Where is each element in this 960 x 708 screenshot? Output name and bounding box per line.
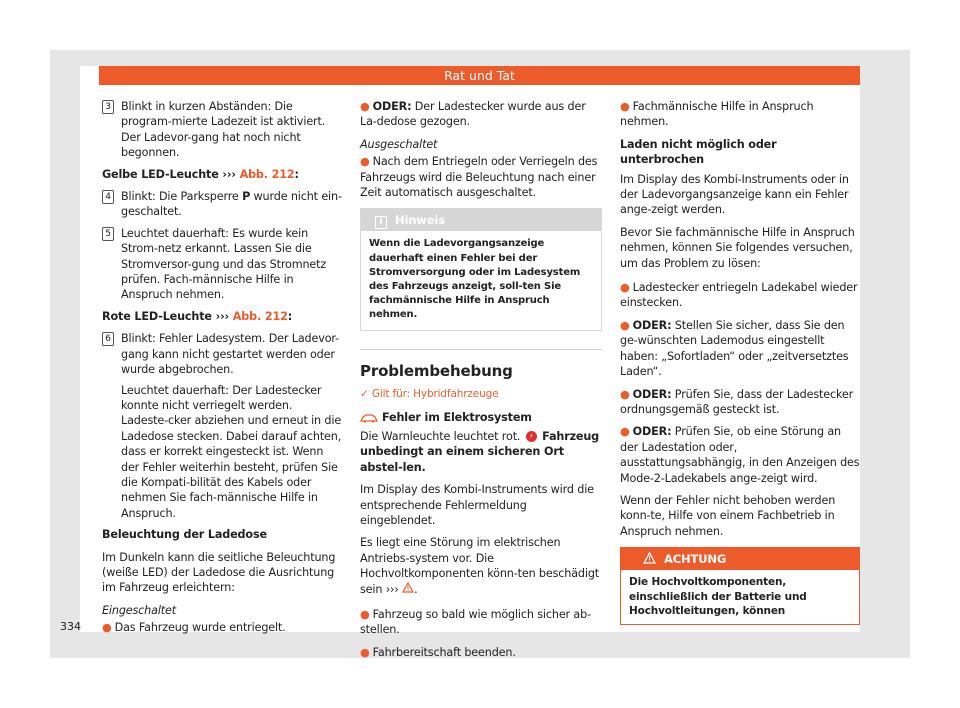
- bullet-text: Ladestecker entriegeln Ladekabel wieder einstecken.: [620, 281, 858, 310]
- item-text: Blinkt in kurzen Abständen: Die program-mierte Ladezeit ist aktiviert. Der Ladevor-gang hat noch nicht begonnen.: [121, 100, 326, 160]
- oder-label: ODER:: [632, 318, 672, 332]
- bullet-icon: ●: [102, 621, 112, 635]
- column-3: [620, 99, 860, 625]
- bullet-item: [360, 645, 602, 660]
- column-1: [102, 99, 342, 643]
- item-number: 6: [102, 332, 114, 346]
- paragraph: [360, 429, 602, 475]
- heading-text: Gelbe LED-Leuchte: [102, 167, 219, 181]
- oder-label: ODER:: [632, 387, 672, 401]
- paragraph: Im Display des Kombi-Instruments wird die entsprechende Fehlermeldung eingeblendet.: [360, 483, 594, 527]
- bullet-item: [620, 387, 860, 418]
- paragraph-bold: Fahrzeug unbedingt an einem sicheren Ort abstel-len.: [360, 429, 600, 474]
- hinweis-header: [361, 209, 601, 231]
- achtung-header: [621, 548, 859, 570]
- paragraph: Im Dunkeln kann die seitliche Beleuchtung (weiße LED) der Ladedose die Ausrichtung im Fahrzeug erleichtern:: [102, 550, 336, 595]
- bullet-text: Fahrzeug so bald wie möglich sicher ab-stellen.: [360, 607, 591, 637]
- page-header: Rat und Tat: [99, 66, 860, 85]
- bullet-item: [620, 99, 860, 130]
- bullet-icon: ●: [620, 281, 630, 295]
- list-item: [102, 99, 342, 161]
- bullet-text: Stellen Sie sicher, dass Sie den ge-wünschten Lademodus eingestellt haben: „Sofortladen“ oder „zeitversetztes Laden“.: [620, 318, 849, 379]
- bullet-icon: ●: [360, 155, 370, 169]
- paragraph: Es liegt eine Störung im elektrischen Antriebs-system vor. Die Hochvoltkomponenten könn-ten beschädigt sein ››› .: [360, 536, 600, 596]
- hinweis-text: Wenn die Ladevorgangsanzeige dauerhaft einen Fehler bei der Stromversorgung oder im Ladesystem des Fahrzeugs anzeigt, soll-ten Sie fachmännische Hilfe in Anspruch nehmen.: [369, 238, 581, 321]
- paragraph-text: Die Warnleuchte leuchtet rot.: [360, 429, 521, 443]
- ref-arrows: ›››: [215, 309, 229, 323]
- ref-arrows: ›››: [222, 167, 236, 181]
- section-heading: Beleuchtung der Ladedose: [102, 528, 267, 542]
- achtung-text: Die Hochvoltkomponenten, einschließlich der Batterie und Hochvoltleitungen, können: [629, 576, 807, 618]
- hinweis-box: [360, 208, 602, 330]
- paragraph: Bevor Sie fachmännische Hilfe in Anspruch nehmen, können Sie folgendes versuchen, um das Problem zu lösen:: [620, 225, 855, 270]
- divider: [360, 349, 602, 350]
- item-number: 4: [102, 190, 114, 204]
- subheading: Eingeschaltet: [102, 603, 176, 617]
- heading-text: Fehler im Elektrosystem: [382, 411, 532, 425]
- section-title: Problembehebung: [360, 361, 513, 380]
- list-item: [102, 189, 342, 220]
- item-text-bold: P: [242, 190, 251, 204]
- item-text: wurde nicht ein-geschaltet.: [121, 190, 342, 219]
- heading-text: Rote LED-Leuchte: [102, 309, 212, 323]
- bullet-text: Fahrbereitschaft beenden.: [372, 645, 516, 659]
- page-number: 334: [60, 620, 81, 633]
- bullet-icon: ●: [620, 425, 630, 439]
- bullet-icon: ●: [360, 100, 370, 113]
- item-number: 5: [102, 227, 114, 241]
- bullet-text: Der Ladestecker wurde aus der La-dedose gezogen.: [360, 100, 586, 129]
- bullet-item: [620, 280, 860, 311]
- section-heading: Gelbe LED-Leuchte ››› Abb. 212:: [102, 167, 299, 181]
- paragraph-text: Es liegt eine Störung im elektrischen Antriebs-system vor. Die Hochvoltkomponenten könn-ten beschädigt sein: [360, 536, 600, 596]
- applies-to-text: Gilt für: Hybridfahrzeuge: [371, 388, 499, 401]
- bullet-icon: ●: [620, 100, 630, 113]
- item-number: 3: [102, 100, 114, 114]
- bullet-text: Prüfen Sie, dass der Ladestecker ordnungsgemäß gesteckt ist.: [620, 387, 854, 416]
- item-text: Leuchtet dauerhaft: Der Ladestecker konnte nicht verriegelt werden. Ladeste-cker abziehen und erneut in die Ladedose stecken. Dabei darauf achten, dass er korrekt eingesteckt ist. Wenn der Fehler weiterhin besteht, prüfen Sie die Kompati-bilität des Kabels oder nehmen Sie fach-männische Hilfe in Anspruch.: [121, 383, 342, 520]
- section-heading: Laden nicht möglich oder unterbrochen: [620, 137, 777, 167]
- achtung-title: ACHTUNG: [664, 552, 727, 567]
- bullet-item: [620, 424, 860, 486]
- bullet-item: [620, 318, 860, 380]
- bullet-item: [360, 154, 602, 200]
- bullet-icon: ●: [360, 607, 370, 621]
- check-icon: ✓: [360, 388, 369, 401]
- list-item: [102, 331, 342, 521]
- warning-triangle-icon: [643, 552, 656, 564]
- section-heading: Rote LED-Leuchte ››› Abb. 212:: [102, 309, 293, 323]
- subheading: Ausgeschaltet: [360, 137, 438, 151]
- figure-link[interactable]: Abb. 212: [239, 167, 295, 181]
- applies-to: [360, 387, 602, 402]
- column-2: [360, 99, 602, 667]
- bullet-item: [102, 620, 342, 635]
- oder-label: ODER:: [632, 425, 672, 439]
- bullet-item: [360, 99, 602, 130]
- paragraph: Wenn der Fehler nicht behoben werden konn-te, Hilfe von einem Fachbetrieb in Anspruch nehmen.: [620, 493, 836, 538]
- hinweis-title: Hinweis: [395, 213, 445, 228]
- oder-label: ODER:: [372, 100, 412, 113]
- bullet-text: Nach dem Entriegeln oder Verriegeln des Fahrzeugs wird die Beleuchtung nach einer Zeit automatisch ausgeschaltet.: [360, 155, 598, 200]
- item-text: Blinkt: Fehler Ladesystem. Der Ladevor-gang kann nicht gestartet werden oder wurde abgebrochen.: [121, 332, 340, 377]
- bullet-item: [360, 607, 602, 638]
- bullet-icon: ●: [620, 318, 630, 332]
- achtung-box: [620, 547, 860, 625]
- bullet-icon: ●: [620, 387, 630, 401]
- bullet-text: Das Fahrzeug wurde entriegelt.: [114, 621, 286, 635]
- item-text: Leuchtet dauerhaft: Es wurde kein Strom-netz erkannt. Lassen Sie die Stromversor-gung und das Stromnetz prüfen. Fach-männische Hilfe in Anspruch nehmen.: [121, 226, 327, 302]
- bullet-text: Fachmännische Hilfe in Anspruch nehmen.: [620, 100, 814, 129]
- info-icon: i: [375, 216, 387, 229]
- red-warning-lamp-icon: ⚡: [526, 431, 537, 442]
- warning-triangle-icon: [402, 582, 414, 593]
- ref-arrows: ›››: [385, 582, 399, 596]
- section-heading: [360, 410, 602, 425]
- figure-link[interactable]: Abb. 212: [232, 309, 288, 323]
- paragraph: Im Display des Kombi-Instruments oder in der Ladevorgangsanzeige kann ein Fehler ange-zeigt werden.: [620, 172, 849, 217]
- list-item: [102, 226, 342, 303]
- car-warning-icon: [360, 413, 378, 423]
- item-text: Blinkt: Die Parksperre: [121, 190, 243, 204]
- bullet-icon: ●: [360, 645, 370, 659]
- bullet-text: Prüfen Sie, ob eine Störung an der Ladestation oder, ausstattungsabhängig, in den Anzeigen des Mode-2-Ladekabels ange-zeigt wird.: [620, 425, 860, 485]
